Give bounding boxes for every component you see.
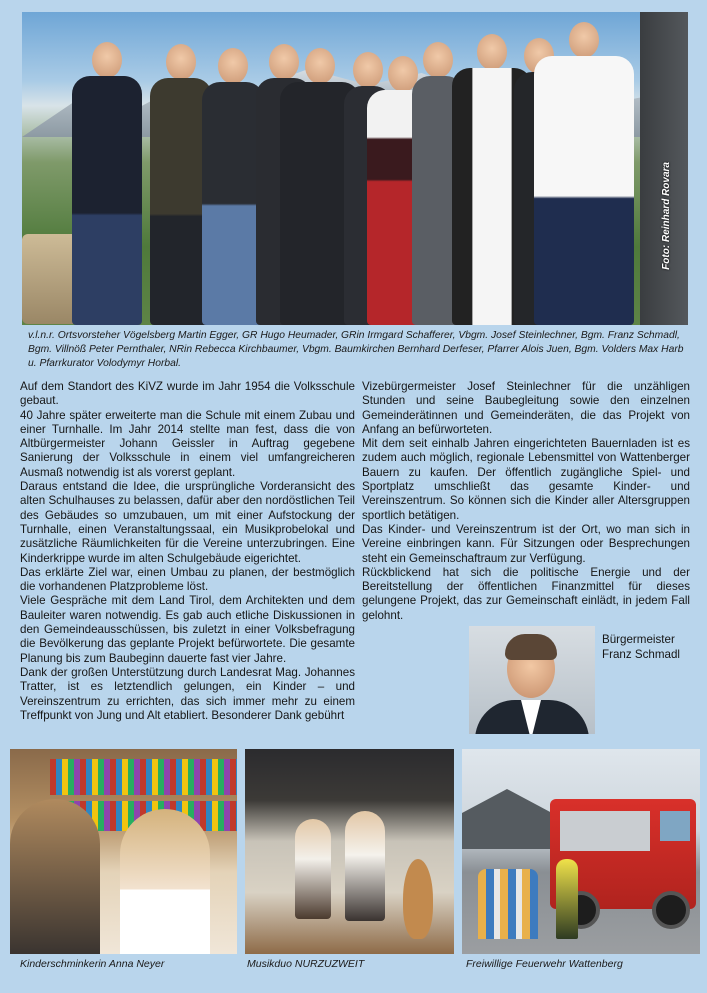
paragraph: Mit dem seit einhalb Jahren eingerichteten Bauernladen ist es zudem auch möglich, regionale Lebensmittel von Wattenberger Bauern zu kaufen. Der öffentlich zugängliche Spiel- und Sportplatz umschließt das gesamte Kinder- und Vereinszentrum. So können sich die Kinder aller Altersgruppen sportlich betätigen. [362, 437, 690, 522]
paragraph: Das Kinder- und Vereinszentrum ist der Ort, wo man sich in Vereine einbringen kann. Für Sitzungen oder Besprechungen steht ein Gemeinschaftraum zur Verfügung. [362, 522, 690, 565]
portrait-caption [602, 632, 680, 662]
paragraph: Das erklärte Ziel war, einen Umbau zu planen, der bestmöglich die vorhandenen Platzprobleme löst. [20, 565, 355, 594]
portrait-caption-title: Bürgermeister [602, 633, 675, 646]
portrait-caption-name: Franz Schmadl [602, 648, 680, 661]
person-figure [534, 22, 634, 325]
article-column-right [362, 380, 690, 623]
paragraph: Auf dem Standort des KiVZ wurde im Jahr 1954 die Volksschule gebaut. [20, 380, 355, 408]
paragraph: Dank der großen Unterstützung durch Landesrat Mag. Johannes Tratter, ist es letztendlich gelungen, ein Kinder – und Vereinszentrum zu errichten, das sich immer mehr zu einem Treffpunkt von Jung und Alt etabliert. Besonderer Dank gebührt [20, 665, 355, 722]
photo-caption-face-painting: Kinderschminkerin Anna Neyer [20, 958, 165, 970]
fire-brigade-photo [462, 749, 700, 954]
photo-credit: Foto: Reinhard Rovara [661, 162, 672, 270]
paragraph: Rückblickend hat sich die politische Energie und der Bereitstellung der öffentlichen Finanzmittel für dieses gelungene Projekt, das zur Gemeinschaft einlädt, in jedem Fall gelohnt. [362, 565, 690, 622]
person-figure [72, 42, 142, 325]
photo-caption-fire-brigade: Freiwillige Feuerwehr Wattenberg [466, 958, 623, 970]
group-photo-caption: v.l.n.r. Ortsvorsteher Vögelsberg Martin Egger, GR Hugo Heumader, GRin Irmgard Schafferer, Vbgm. Josef Steinlechner, Bgm. Franz Schmadl, Bgm. Villnöß Peter Pernthaler, NRin Rebecca Kirchbaumer, Vbgm. Baumkirchen Bernhard Derfeser, Pfarrer Alois Juen, Bgm. Volders Max Harb u. Pfarrkurator Volodymyr Horbal. [28, 330, 684, 369]
photo-caption-music-duo: Musikduo NURZUZWEIT [247, 958, 365, 970]
mayor-portrait-photo [469, 626, 595, 734]
music-duo-photo [245, 749, 454, 954]
face-painting-photo [10, 749, 237, 954]
person-figure [202, 48, 264, 325]
article-column-left [20, 380, 355, 723]
paragraph: Viele Gespräche mit dem Land Tirol, dem Architekten und dem Bauleiter waren notwendig. Es gab auch etliche Diskussionen in den Gemeindeausschüssen, bis zuletzt in einer Volksbefragung die Bevölkerung das geplante Projekt befürwortete. Die gesamte Planung bis zum Baubeginn dauerte fast vier Jahre. [20, 594, 355, 665]
paragraph: 40 Jahre später erweiterte man die Schule mit einem Zubau und einer Turnhalle. Im Jahr 2014 stellte man fest, dass die von Altbürgermeister Johann Geissler in Auftrag gegebene Sanierung der Volksschule in einem viel umfangreicheren Ausmaß notwendig ist als vorerst geplant. [20, 408, 355, 479]
paragraph: Vizebürgermeister Josef Steinlechner für die unzähligen Stunden und seine Baubegleitung sowie den einzelnen Gemeinderätinnen und Gemeinderäten, die das Projekt von Anfang an befürworteten. [362, 380, 690, 436]
paragraph: Daraus entstand die Idee, die ursprüngliche Vorderansicht des alten Schulhauses zu belassen, dafür aber den nordöstlichen Teil des Gebäudes so umzubauen, um mit einer Aufstockung der Turnhalle, einen Veranstaltungssaal, ein Musikprobelokal und zusätzliche Räumlichkeiten für die Vereine unterzubringen. Eine Kinderkrippe wurde im alten Schulgebäude eigerichtet. [20, 480, 355, 565]
group-photo [22, 12, 688, 325]
